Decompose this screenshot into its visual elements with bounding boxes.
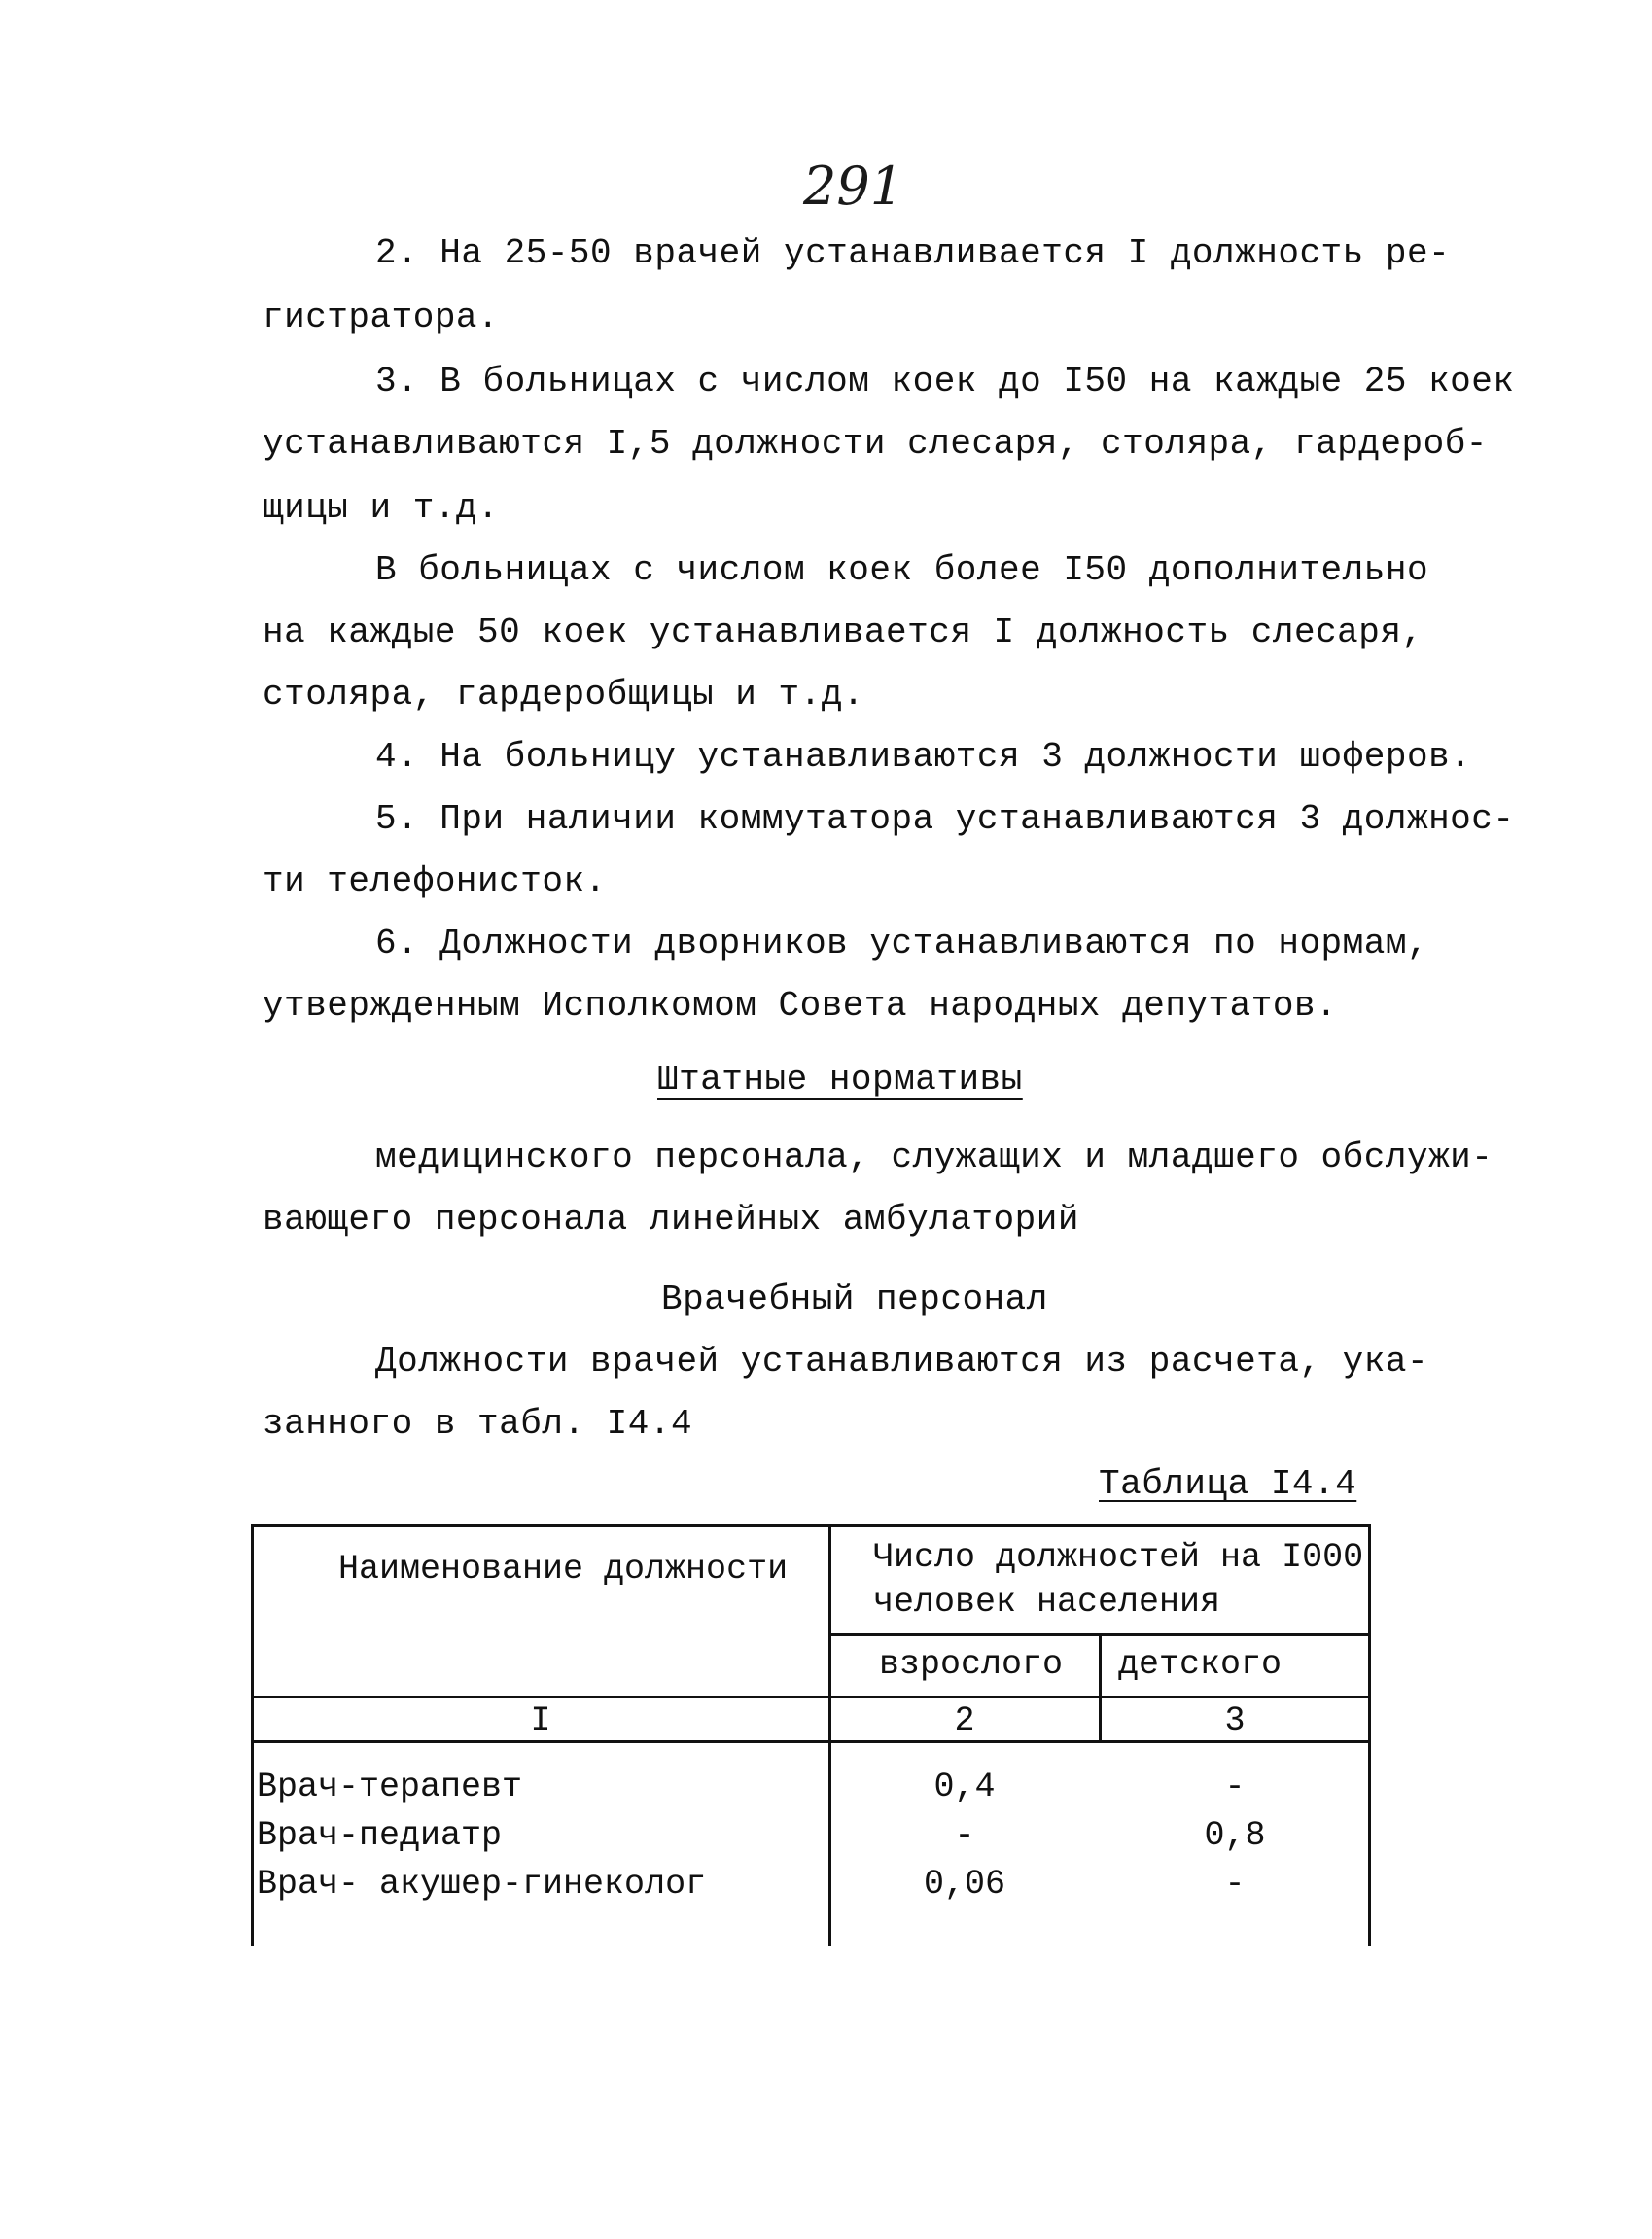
number-col-1: I <box>530 1701 551 1740</box>
table-rule-top <box>251 1524 1371 1527</box>
page-number: 291 <box>803 156 904 217</box>
subheading-line-2: вающего персонала линейных амбулаторий <box>263 1200 1079 1240</box>
row-child-value: - <box>1224 1865 1246 1904</box>
paragraph-3b-line-1: В больницах с числом коек более I50 дополнительно <box>375 550 1429 590</box>
table-caption: Таблица I4.4 <box>1099 1464 1357 1504</box>
paragraph-3b-line-2: на каждые 50 коек устанавливается I должность слесаря, <box>263 612 1424 652</box>
subheading-line-1: медицинского персонала, служащих и младшего обслужи- <box>375 1137 1494 1177</box>
section-heading: Штатные нормативы <box>657 1060 1023 1100</box>
paragraph-3b-line-3: столяра, гардеробщицы и т.д. <box>263 675 864 715</box>
subsection-title: Врачебный персонал <box>661 1279 1048 1319</box>
row-adult-value: 0,06 <box>923 1865 1005 1904</box>
paragraph-6-line-2: утвержденным Исполкомом Совета народных депутатов. <box>263 986 1338 1026</box>
paragraph-3-line-2: устанавливаются I,5 должности слесаря, столяра, гардероб- <box>263 424 1488 464</box>
paragraph-6-line-1: 6. Должности дворников устанавливаются по нормам, <box>375 924 1429 963</box>
row-adult-value: - <box>954 1816 975 1855</box>
number-col-3: 3 <box>1224 1701 1246 1740</box>
header-position-name: Наименование должности <box>338 1550 789 1589</box>
header-group-line-2: человек населения <box>873 1583 1221 1622</box>
intro-line-1: Должности врачей устанавливаются из расчета, ука- <box>375 1342 1429 1382</box>
row-child-value: 0,8 <box>1204 1816 1266 1855</box>
table-rule-header-bottom <box>251 1696 1371 1698</box>
paragraph-2-line-1: 2. На 25-50 врачей устанавливается I должность ре- <box>375 233 1451 273</box>
paragraph-2-line-2: гистратора. <box>263 297 500 337</box>
row-position-name: Врач-педиатр <box>257 1816 503 1855</box>
row-child-value: - <box>1224 1767 1246 1806</box>
paragraph-3-line-3: щицы и т.д. <box>263 488 500 528</box>
paragraph-5-line-2: ти телефонисток. <box>263 861 607 901</box>
header-group-line-1: Число должностей на I000 <box>873 1538 1364 1577</box>
paragraph-5-line-1: 5. При наличии коммутатора устанавливаются 3 должнос- <box>375 799 1515 839</box>
header-child: детского <box>1118 1645 1283 1684</box>
intro-line-2: занного в табл. I4.4 <box>263 1404 693 1444</box>
number-col-2: 2 <box>954 1701 975 1740</box>
row-position-name: Врач- акушер-гинеколог <box>257 1865 707 1904</box>
paragraph-4-line-1: 4. На больницу устанавливаются 3 должности шоферов. <box>375 737 1472 777</box>
row-adult-value: 0,4 <box>933 1767 996 1806</box>
row-position-name: Врач-терапевт <box>257 1767 523 1806</box>
paragraph-3-line-1: 3. В больницах с числом коек до I50 на каждые 25 коек <box>375 362 1515 402</box>
header-adult: взрослого <box>879 1645 1064 1684</box>
table-rule-numbering-bottom <box>251 1740 1371 1743</box>
